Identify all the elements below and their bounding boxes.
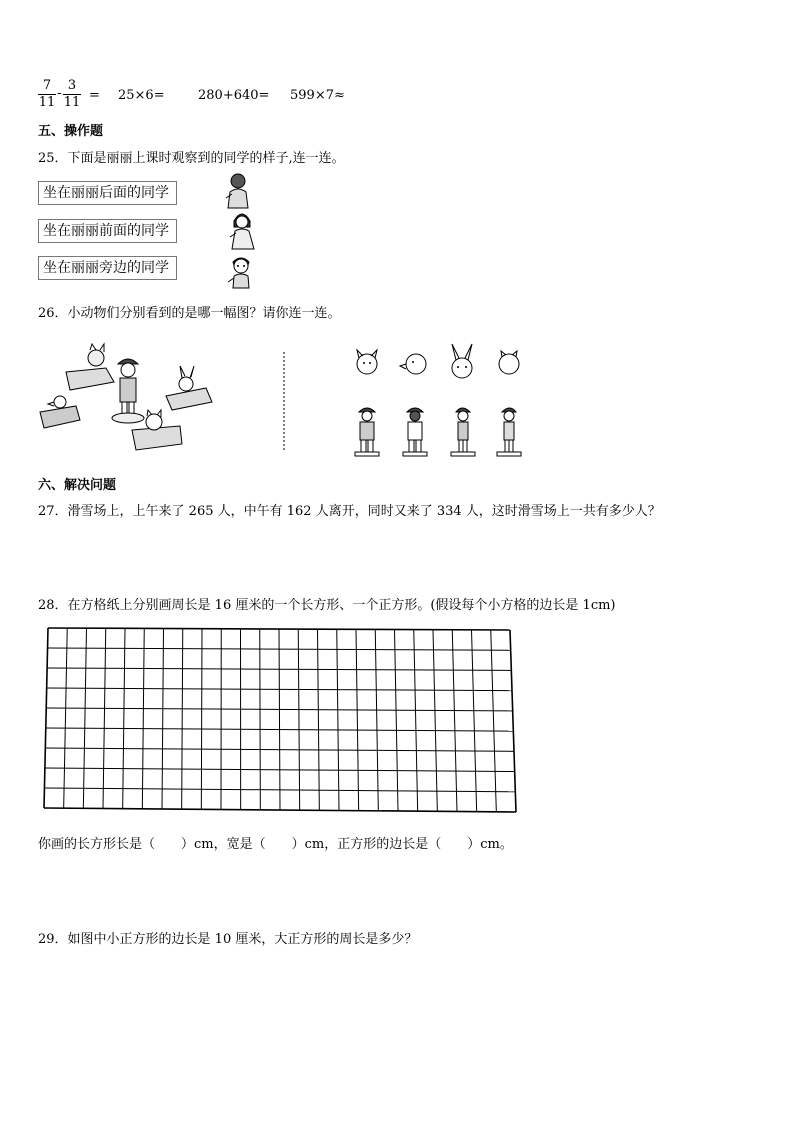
grid-line bbox=[182, 629, 183, 810]
grid-paper[interactable] bbox=[44, 626, 520, 816]
grid-line bbox=[260, 629, 261, 810]
option-side-classmate[interactable]: 坐在丽丽旁边的同学 bbox=[38, 256, 177, 280]
section-six-title: 六、解决问题 bbox=[38, 478, 117, 493]
policeman-view-3-picture[interactable] bbox=[450, 404, 476, 458]
grid-line bbox=[103, 628, 106, 808]
grid-line bbox=[318, 629, 320, 810]
grid-line bbox=[452, 630, 457, 812]
grid-line bbox=[298, 629, 299, 810]
fraction-numerator: 3 bbox=[63, 78, 81, 95]
question-25: 25．下面是丽丽上课时观察到的同学的样子,连一连。 bbox=[38, 151, 345, 166]
grid-line bbox=[356, 629, 359, 810]
minus-sign: - bbox=[57, 86, 62, 101]
expression-25x6: 25×6= bbox=[118, 88, 165, 103]
student-back-view-picture[interactable] bbox=[222, 172, 254, 210]
student-side-view-picture[interactable] bbox=[225, 254, 257, 290]
grid-line bbox=[395, 630, 399, 812]
grid-line bbox=[142, 628, 144, 808]
question-28-answer-line: 你画的长方形长是（ ）cm，宽是（ ）cm，正方形的边长是（ ）cm。 bbox=[38, 837, 513, 852]
grid-line bbox=[337, 629, 339, 810]
policeman-view-2-picture[interactable] bbox=[402, 404, 428, 458]
dog-head-picture[interactable] bbox=[353, 348, 381, 378]
grid-line bbox=[279, 629, 280, 810]
section-five-title: 五、操作题 bbox=[38, 124, 104, 139]
dashed-divider bbox=[282, 352, 286, 452]
question-28: 28．在方格纸上分别画周长是 16 厘米的一个长方形、一个正方形。(假设每个小方格的边长是 1cm) bbox=[38, 598, 616, 613]
duck-head-picture[interactable] bbox=[398, 350, 430, 378]
grid-line bbox=[491, 630, 497, 812]
question-27: 27．滑雪场上，上午来了 265 人，中午有 162 人离开，同时又来了 334 人，这时滑雪场上一共有多少人？ bbox=[38, 504, 661, 519]
rabbit-head-picture[interactable] bbox=[446, 342, 478, 382]
grid-line bbox=[44, 628, 48, 808]
option-front-classmate[interactable]: 坐在丽丽前面的同学 bbox=[38, 219, 177, 243]
fraction-seven-elevenths bbox=[38, 78, 56, 111]
policeman-view-4-picture[interactable] bbox=[496, 404, 522, 458]
option-behind-classmate[interactable]: 坐在丽丽后面的同学 bbox=[38, 181, 177, 205]
grid-line bbox=[433, 630, 437, 812]
question-26: 26．小动物们分别看到的是哪一幅图？请你连一连。 bbox=[38, 306, 341, 321]
expression-599x7: 599×7≈ bbox=[290, 88, 345, 103]
equals-sign: = bbox=[89, 88, 100, 103]
cat-back-head-picture[interactable] bbox=[494, 348, 524, 378]
fraction-denominator: 11 bbox=[63, 95, 81, 110]
fraction-numerator: 7 bbox=[38, 78, 56, 95]
grid-line bbox=[201, 629, 202, 810]
policeman-view-1-picture[interactable] bbox=[354, 404, 380, 458]
grid-line bbox=[83, 628, 86, 808]
grid-line bbox=[375, 629, 378, 810]
grid-line bbox=[162, 629, 164, 810]
fraction-three-elevenths bbox=[63, 78, 81, 111]
grid-line bbox=[64, 628, 68, 808]
grid-line bbox=[414, 630, 418, 812]
animals-scene-illustration bbox=[36, 340, 226, 460]
grid-line bbox=[48, 628, 510, 630]
grid-line bbox=[123, 628, 125, 808]
grid-line bbox=[472, 630, 477, 812]
fraction-denominator: 11 bbox=[38, 95, 56, 110]
question-29: 29．如图中小正方形的边长是 10 厘米，大正方形的周长是多少？ bbox=[38, 932, 418, 947]
expression-280-plus-640: 280+640= bbox=[198, 88, 270, 103]
grid-line bbox=[510, 630, 516, 812]
student-front-view-picture[interactable] bbox=[226, 209, 258, 251]
